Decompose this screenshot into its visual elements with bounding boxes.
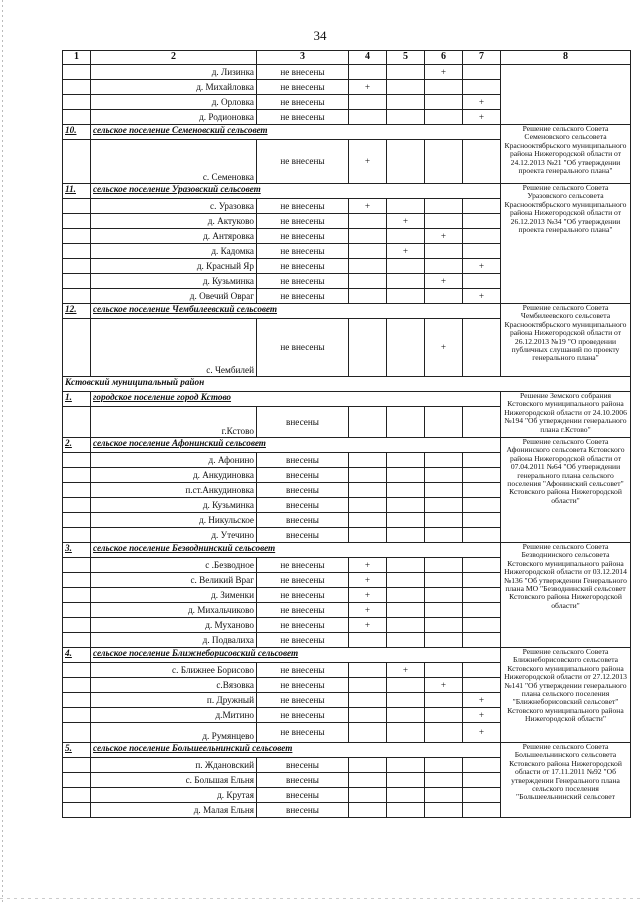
decision-text: Решение сельского Совета Ближнеборисовского сельсовета Кстовского муниципального района Нижегородской области от 27.12.2013 №141 "Об утверждении генерального плана сельского поселения "Ближнеборисовский сельсовет" Кстовского муниципального района Нижегородской области" xyxy=(501,648,631,743)
number-cell xyxy=(63,558,91,573)
decision-text-continued xyxy=(501,65,631,125)
district-title: Кстовский муниципальный район xyxy=(63,377,631,392)
mark-cell xyxy=(387,407,425,438)
mark-cell xyxy=(425,558,463,573)
mark-cell xyxy=(425,407,463,438)
project-status: внесены xyxy=(257,498,349,513)
mark-cell: + xyxy=(349,558,387,573)
settlement-name: п. Дружный xyxy=(91,693,257,708)
mark-cell: + xyxy=(387,244,425,259)
mark-cell xyxy=(463,663,501,678)
mark-cell xyxy=(387,513,425,528)
mark-cell xyxy=(387,758,425,773)
settlement-name: д. Родионовка xyxy=(91,110,257,125)
number-cell xyxy=(63,528,91,543)
mark-cell xyxy=(463,468,501,483)
scan-edge xyxy=(0,898,640,899)
project-status: внесены xyxy=(257,468,349,483)
number-cell xyxy=(63,407,91,438)
mark-cell xyxy=(349,259,387,274)
mark-cell xyxy=(425,95,463,110)
settlement-name: д. Кузьминка xyxy=(91,274,257,289)
mark-cell xyxy=(425,498,463,513)
mark-cell xyxy=(349,244,387,259)
mark-cell xyxy=(425,773,463,788)
number-cell xyxy=(63,110,91,125)
mark-cell xyxy=(387,229,425,244)
number-cell xyxy=(63,289,91,304)
section-row xyxy=(63,304,631,319)
settlement-name: д. Никульское xyxy=(91,513,257,528)
project-status: не внесены xyxy=(257,588,349,603)
mark-cell: + xyxy=(349,140,387,184)
mark-cell: + xyxy=(463,259,501,274)
settlement-name: г.Кстово xyxy=(91,407,257,438)
number-cell xyxy=(63,708,91,723)
settlement-name: д. Утечино xyxy=(91,528,257,543)
table-body xyxy=(63,51,631,818)
project-status: внесены xyxy=(257,803,349,818)
column-header: 6 xyxy=(425,51,463,65)
settlement-name: д. Лизинка xyxy=(91,65,257,80)
mark-cell xyxy=(387,483,425,498)
settlement-name: с. Чембилей xyxy=(91,319,257,377)
number-cell xyxy=(63,95,91,110)
section-number: 10. xyxy=(63,125,91,140)
settlement-name: п.ст.Анкудиновка xyxy=(91,483,257,498)
section-number: 3. xyxy=(63,543,91,558)
section-number: 4. xyxy=(63,648,91,663)
mark-cell xyxy=(463,788,501,803)
mark-cell xyxy=(387,65,425,80)
number-cell xyxy=(63,603,91,618)
mark-cell xyxy=(349,453,387,468)
mark-cell xyxy=(349,528,387,543)
mark-cell xyxy=(425,513,463,528)
section-row xyxy=(63,648,631,663)
number-cell xyxy=(63,573,91,588)
settlements-table xyxy=(62,50,631,818)
number-cell xyxy=(63,678,91,693)
number-cell xyxy=(63,80,91,95)
mark-cell: + xyxy=(463,289,501,304)
mark-cell xyxy=(349,483,387,498)
mark-cell xyxy=(349,110,387,125)
mark-cell xyxy=(349,773,387,788)
number-cell xyxy=(63,214,91,229)
mark-cell xyxy=(387,289,425,304)
number-cell xyxy=(63,259,91,274)
mark-cell xyxy=(387,80,425,95)
project-status: не внесены xyxy=(257,274,349,289)
mark-cell xyxy=(425,483,463,498)
settlement-name: д. Афонино xyxy=(91,453,257,468)
project-status: не внесены xyxy=(257,289,349,304)
project-status: не внесены xyxy=(257,259,349,274)
mark-cell xyxy=(387,259,425,274)
mark-cell xyxy=(349,633,387,648)
column-header: 2 xyxy=(91,51,257,65)
mark-cell xyxy=(349,274,387,289)
scan-edge xyxy=(2,0,3,905)
project-status: не внесены xyxy=(257,633,349,648)
mark-cell xyxy=(425,618,463,633)
mark-cell xyxy=(463,80,501,95)
mark-cell xyxy=(425,214,463,229)
mark-cell xyxy=(387,140,425,184)
project-status: не внесены xyxy=(257,110,349,125)
mark-cell xyxy=(387,319,425,377)
settlement-name: с. Большая Ельня xyxy=(91,773,257,788)
mark-cell: + xyxy=(425,678,463,693)
settlement-name: д. Орловка xyxy=(91,95,257,110)
mark-cell xyxy=(463,758,501,773)
settlement-name: д. Кадомка xyxy=(91,244,257,259)
mark-cell xyxy=(425,693,463,708)
settlement-name: с .Безводное xyxy=(91,558,257,573)
number-cell xyxy=(63,663,91,678)
mark-cell xyxy=(463,803,501,818)
mark-cell xyxy=(463,513,501,528)
mark-cell xyxy=(425,468,463,483)
mark-cell: + xyxy=(349,199,387,214)
mark-cell xyxy=(463,603,501,618)
mark-cell: + xyxy=(463,708,501,723)
number-cell xyxy=(63,453,91,468)
column-header: 4 xyxy=(349,51,387,65)
section-title: сельское поселение Большеельнинский сельсовет xyxy=(91,743,501,758)
project-status: не внесены xyxy=(257,558,349,573)
mark-cell xyxy=(425,788,463,803)
settlement-name: д. Антяровка xyxy=(91,229,257,244)
project-status: внесены xyxy=(257,788,349,803)
section-title: сельское поселение Ближнеборисовский сельсовет xyxy=(91,648,501,663)
section-number: 5. xyxy=(63,743,91,758)
section-title: сельское поселение Семеновский сельсовет xyxy=(91,125,501,140)
section-number: 2. xyxy=(63,438,91,453)
mark-cell xyxy=(349,214,387,229)
section-row xyxy=(63,392,631,407)
column-header: 1 xyxy=(63,51,91,65)
settlement-name: д. Овечий Овраг xyxy=(91,289,257,304)
settlement-name: д. Муханово xyxy=(91,618,257,633)
mark-cell xyxy=(425,199,463,214)
section-title: сельское поселение Безводнинский сельсовет xyxy=(91,543,501,558)
mark-cell xyxy=(425,140,463,184)
mark-cell xyxy=(349,513,387,528)
column-header: 3 xyxy=(257,51,349,65)
settlement-name: д. Михайловка xyxy=(91,80,257,95)
project-status: внесены xyxy=(257,453,349,468)
mark-cell xyxy=(463,65,501,80)
number-cell xyxy=(63,483,91,498)
mark-cell: + xyxy=(463,95,501,110)
mark-cell xyxy=(425,110,463,125)
mark-cell xyxy=(387,803,425,818)
mark-cell xyxy=(349,65,387,80)
project-status: не внесены xyxy=(257,618,349,633)
mark-cell xyxy=(387,678,425,693)
decision-text: Решение сельского Совета Безводнинского сельсовета Кстовского муниципального района Нижегородской области от 03.12.2014 №136 "Об утверждении Генерального плана МО "Безводнинский сельсовет Кстовского района Нижегородской области" xyxy=(501,543,631,648)
settlement-name: д. Крутая xyxy=(91,788,257,803)
project-status: не внесены xyxy=(257,723,349,743)
mark-cell: + xyxy=(425,274,463,289)
project-status: не внесены xyxy=(257,663,349,678)
mark-cell xyxy=(349,723,387,743)
section-number: 12. xyxy=(63,304,91,319)
decision-text: Решение сельского Совета Чембилеевского сельсовета Краснооктябрьского муниципального района Нижегородской области от 26.12.2013 №19 "О проведении публичных слушаний по проекту генерального плана" xyxy=(501,304,631,377)
project-status: внесены xyxy=(257,407,349,438)
mark-cell: + xyxy=(387,214,425,229)
mark-cell xyxy=(463,483,501,498)
mark-cell: + xyxy=(425,65,463,80)
section-title: сельское поселение Афонинский сельсовет xyxy=(91,438,501,453)
decision-text: Решение сельского Совета Уразовского сельсовета Краснооктябрьского муниципального района Нижегородской области от 26.12.2013 №34 "Об утверждении проекта генерального плана" xyxy=(501,184,631,304)
mark-cell xyxy=(349,708,387,723)
number-cell xyxy=(63,618,91,633)
mark-cell xyxy=(387,110,425,125)
mark-cell xyxy=(463,678,501,693)
mark-cell: + xyxy=(349,80,387,95)
project-status: не внесены xyxy=(257,603,349,618)
number-cell xyxy=(63,498,91,513)
mark-cell xyxy=(463,588,501,603)
project-status: не внесены xyxy=(257,65,349,80)
mark-cell xyxy=(387,693,425,708)
settlement-name: д. Актуково xyxy=(91,214,257,229)
settlement-name: с. Ближнее Борисово xyxy=(91,663,257,678)
mark-cell: + xyxy=(349,573,387,588)
project-status: внесены xyxy=(257,513,349,528)
project-status: не внесены xyxy=(257,229,349,244)
mark-cell xyxy=(349,289,387,304)
settlement-name: д. Подвалиха xyxy=(91,633,257,648)
mark-cell xyxy=(387,788,425,803)
mark-cell xyxy=(349,319,387,377)
mark-cell: + xyxy=(349,603,387,618)
mark-cell xyxy=(425,80,463,95)
number-cell xyxy=(63,588,91,603)
mark-cell xyxy=(387,498,425,513)
district-row xyxy=(63,377,631,392)
mark-cell xyxy=(349,407,387,438)
mark-cell xyxy=(425,453,463,468)
mark-cell xyxy=(425,723,463,743)
mark-cell xyxy=(387,528,425,543)
settlement-name: д. Кузьминка xyxy=(91,498,257,513)
mark-cell xyxy=(387,468,425,483)
mark-cell xyxy=(387,274,425,289)
mark-cell xyxy=(349,663,387,678)
mark-cell xyxy=(387,723,425,743)
project-status: не внесены xyxy=(257,678,349,693)
section-number: 11. xyxy=(63,184,91,199)
mark-cell: + xyxy=(463,110,501,125)
settlement-name: с. Семеновка xyxy=(91,140,257,184)
mark-cell xyxy=(349,758,387,773)
mark-cell xyxy=(387,618,425,633)
mark-cell xyxy=(387,708,425,723)
number-cell xyxy=(63,199,91,214)
project-status: не внесены xyxy=(257,214,349,229)
mark-cell xyxy=(387,453,425,468)
project-status: не внесены xyxy=(257,244,349,259)
settlement-name: д.Митино xyxy=(91,708,257,723)
mark-cell: + xyxy=(349,588,387,603)
mark-cell xyxy=(425,528,463,543)
settlement-name: с. Уразовка xyxy=(91,199,257,214)
section-row xyxy=(63,743,631,758)
mark-cell xyxy=(463,773,501,788)
mark-cell xyxy=(425,244,463,259)
mark-cell: + xyxy=(387,663,425,678)
mark-cell xyxy=(425,633,463,648)
mark-cell xyxy=(349,788,387,803)
number-cell xyxy=(63,773,91,788)
decision-text: Решение сельского Совета Семеновского сельсовета Краснооктябрьского муниципального района Нижегородской области от 24.12.2013 №21 "Об утверждении проекта генерального плана" xyxy=(501,125,631,184)
project-status: внесены xyxy=(257,528,349,543)
section-row xyxy=(63,125,631,140)
decision-text: Решение сельского Совета Большеельнинского сельсовета Кстовского района Нижегородской области от 17.11.2011 №92 "Об утверждении Генерального плана сельского поселения "Большеельнинский сельсовет xyxy=(501,743,631,818)
number-cell xyxy=(63,693,91,708)
mark-cell xyxy=(349,678,387,693)
mark-cell xyxy=(349,693,387,708)
mark-cell xyxy=(425,663,463,678)
project-status: внесены xyxy=(257,483,349,498)
number-cell xyxy=(63,274,91,289)
mark-cell xyxy=(425,259,463,274)
mark-cell xyxy=(425,708,463,723)
number-cell xyxy=(63,758,91,773)
mark-cell xyxy=(425,758,463,773)
number-cell xyxy=(63,513,91,528)
mark-cell xyxy=(425,803,463,818)
mark-cell xyxy=(387,633,425,648)
decision-text: Решение сельского Совета Афонинского сельсовета Кстовского района Нижегородской области от 07.04.2011 №64 "Об утверждении генерального плана сельского поселения "Афонинский сельсовет" Кстовского района Нижегородской области" xyxy=(501,438,631,543)
mark-cell xyxy=(463,633,501,648)
settlement-name: д. Зименки xyxy=(91,588,257,603)
mark-cell xyxy=(425,289,463,304)
section-title: городское поселение город Кстово xyxy=(91,392,501,407)
number-cell xyxy=(63,319,91,377)
settlement-name: д. Румянцево xyxy=(91,723,257,743)
mark-cell xyxy=(349,229,387,244)
settlement-name: с. Великий Враг xyxy=(91,573,257,588)
project-status: не внесены xyxy=(257,708,349,723)
project-status: не внесены xyxy=(257,319,349,377)
mark-cell xyxy=(463,558,501,573)
project-status: не внесены xyxy=(257,693,349,708)
mark-cell xyxy=(349,468,387,483)
number-cell xyxy=(63,788,91,803)
section-row xyxy=(63,543,631,558)
mark-cell: + xyxy=(425,229,463,244)
mark-cell xyxy=(463,319,501,377)
settlement-name: п. Ждановский xyxy=(91,758,257,773)
mark-cell xyxy=(349,498,387,513)
number-cell xyxy=(63,468,91,483)
mark-cell xyxy=(463,453,501,468)
page-number: 34 xyxy=(313,28,327,43)
project-status: не внесены xyxy=(257,95,349,110)
decision-text: Решение Земского собрания Кстовского муниципального района Нижегородской области от 24.10.2006 №194 "Об утверждении генерального плана г.Кстово" xyxy=(501,392,631,438)
column-header: 5 xyxy=(387,51,425,65)
mark-cell: + xyxy=(463,723,501,743)
table-row xyxy=(63,65,631,80)
section-number: 1. xyxy=(63,392,91,407)
number-cell xyxy=(63,244,91,259)
mark-cell xyxy=(463,528,501,543)
settlement-name: д. Михальчиково xyxy=(91,603,257,618)
settlement-name: с.Вязовка xyxy=(91,678,257,693)
mark-cell xyxy=(349,95,387,110)
mark-cell xyxy=(463,244,501,259)
mark-cell xyxy=(463,140,501,184)
number-cell xyxy=(63,633,91,648)
section-title: сельское поселение Уразовский сельсовет xyxy=(91,184,501,199)
number-cell xyxy=(63,65,91,80)
project-status: не внесены xyxy=(257,573,349,588)
mark-cell xyxy=(463,214,501,229)
mark-cell xyxy=(387,588,425,603)
mark-cell xyxy=(463,229,501,244)
mark-cell: + xyxy=(463,693,501,708)
mark-cell xyxy=(463,573,501,588)
mark-cell xyxy=(387,95,425,110)
column-header: 8 xyxy=(501,51,631,65)
number-cell xyxy=(63,803,91,818)
section-row xyxy=(63,184,631,199)
mark-cell: + xyxy=(349,618,387,633)
project-status: не внесены xyxy=(257,199,349,214)
number-cell xyxy=(63,723,91,743)
mark-cell xyxy=(463,199,501,214)
mark-cell xyxy=(387,558,425,573)
project-status: не внесены xyxy=(257,140,349,184)
mark-cell xyxy=(387,573,425,588)
mark-cell xyxy=(387,603,425,618)
settlement-name: д. Красный Яр xyxy=(91,259,257,274)
mark-cell xyxy=(425,573,463,588)
mark-cell xyxy=(349,803,387,818)
project-status: не внесены xyxy=(257,80,349,95)
mark-cell: + xyxy=(425,319,463,377)
project-status: внесены xyxy=(257,758,349,773)
mark-cell xyxy=(463,274,501,289)
mark-cell xyxy=(425,603,463,618)
number-cell xyxy=(63,229,91,244)
mark-cell xyxy=(425,588,463,603)
settlement-name: д. Малая Ельня xyxy=(91,803,257,818)
project-status: внесены xyxy=(257,773,349,788)
section-row xyxy=(63,438,631,453)
section-title: сельское поселение Чембилеевский сельсовет xyxy=(91,304,501,319)
column-header: 7 xyxy=(463,51,501,65)
mark-cell xyxy=(387,773,425,788)
header-row xyxy=(63,51,631,65)
mark-cell xyxy=(387,199,425,214)
settlement-name: д. Анкудиновка xyxy=(91,468,257,483)
mark-cell xyxy=(463,407,501,438)
mark-cell xyxy=(463,618,501,633)
number-cell xyxy=(63,140,91,184)
mark-cell xyxy=(463,498,501,513)
